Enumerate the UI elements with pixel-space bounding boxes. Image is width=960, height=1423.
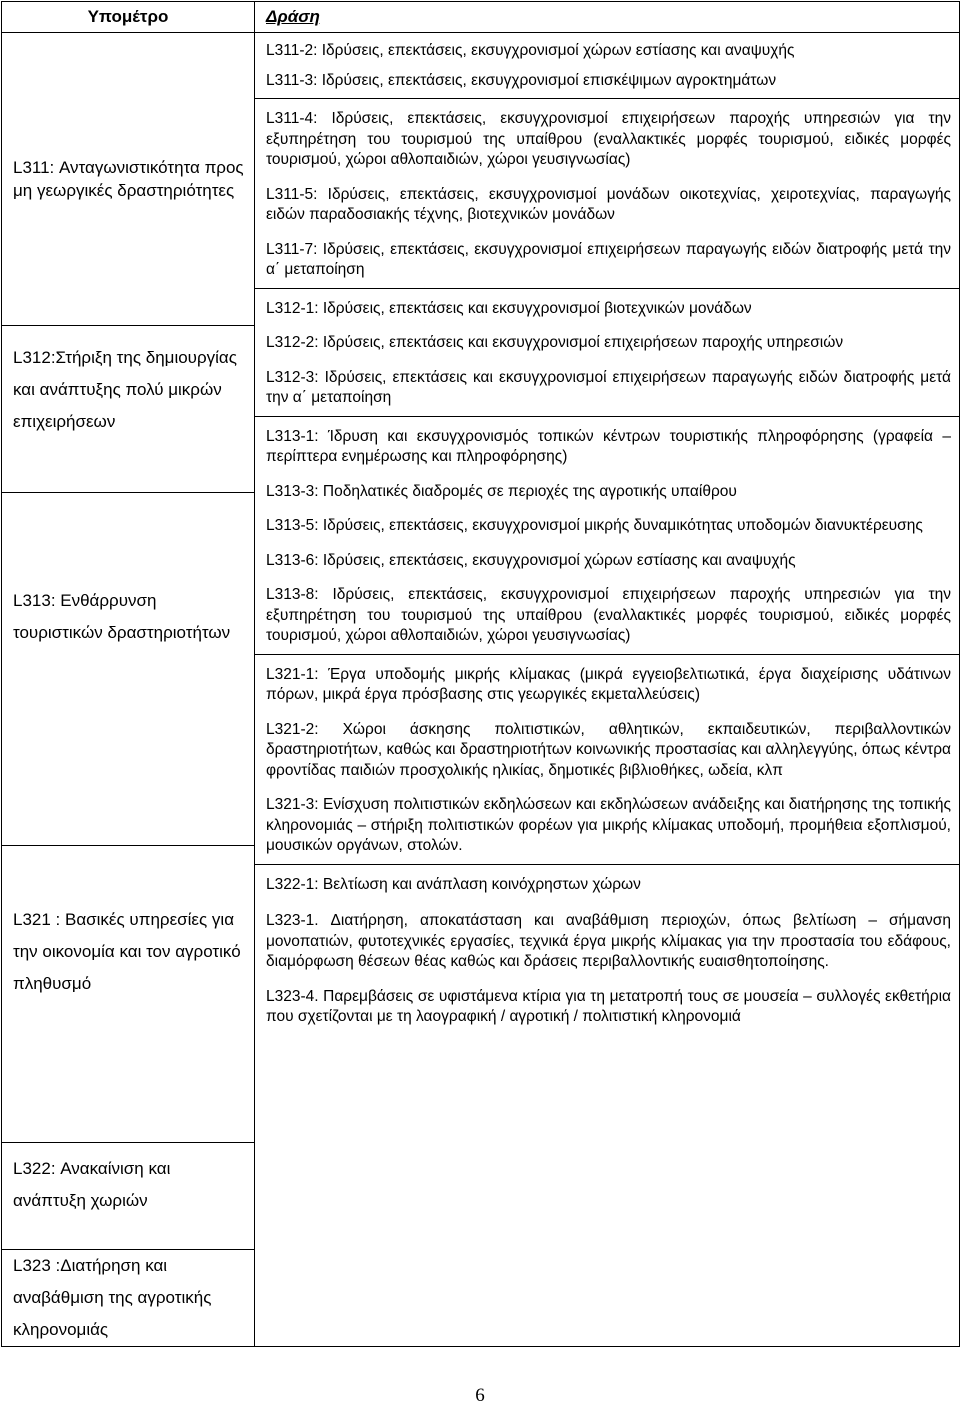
action-l312-3: L312-3: Ιδρύσεις, επεκτάσεις και εκσυγχρονισμοί επιχειρήσεων παραγωγής ειδών διατροφής μετά την α΄ μεταποίηση [266, 368, 951, 406]
measure-l323: L323 :Διατήρηση και αναβάθμιση της αγροτικής κληρονομιάς [2, 1250, 255, 1347]
row-divider [255, 98, 959, 99]
row-divider [255, 416, 959, 417]
row-divider [255, 288, 959, 289]
action-l313-8: L313-8: Ιδρύσεις, επεκτάσεις, εκσυγχρονισμοί επιχειρήσεων παροχής υπηρεσιών για την εξυπηρέτηση του τουρισμού της υπαίθρου (εναλλακτικές μορφές τουρισμού, ειδικές μορφές τουρισμού, χώροι αθλοπαιδιών, χώροι γευσιγνωσίας) [266, 586, 951, 644]
row-divider [255, 864, 959, 865]
actions-cell [255, 33, 960, 1347]
action-l313-6: L313-6: Ιδρύσεις, επεκτάσεις, εκσυγχρονισμοί χώρων εστίασης και αναψυχής [266, 551, 796, 569]
action-l311-3: L311-3: Ιδρύσεις, επεκτάσεις, εκσυγχρονισμοί επισκέψιμων αγροκτημάτων [266, 71, 777, 89]
action-l313-1: L313-1: Ίδρυση και εκσυγχρονισμός τοπικών κέντρων τουριστικής πληροφόρησης (γραφεία – περίπτερα ενημέρωσης και πληροφόρησης) [266, 427, 951, 465]
table-row [2, 33, 960, 326]
action-l313-3: L313-3: Ποδηλατικές διαδρομές σε περιοχές της αγροτικής υπαίθρου [266, 482, 737, 500]
action-l321-3: L321-3: Ενίσχυση πολιτιστικών εκδηλώσεων και εκδηλώσεων ανάδειξης και διατήρησης της τοπικής κληρονομιάς – στήριξη πολιτιστικών φορέων για μικρής κλίμακας υποδομή, προμήθεια εξοπλισμού, μουσικών οργάνων, στολών. [266, 796, 951, 854]
action-l311-5: L311-5: Ιδρύσεις, επεκτάσεις, εκσυγχρονισμοί μονάδων οικοτεχνίας, χειροτεχνίας, παραγωγής ειδών παραδοσιακής τέχνης, βιοτεχνικών μονάδων [266, 185, 951, 223]
header-row [2, 2, 960, 33]
action-l321-1: L321-1: Έργα υποδομής μικρής κλίμακας (μικρά εγγειοβελτιωτικά, έργα διαχείρισης υδάτινων πόρων, μικρά έργα πρόσβασης στις γεωργικές εκμεταλλεύσεις) [266, 665, 951, 703]
action-l311-7: L311-7: Ιδρύσεις, επεκτάσεις, εκσυγχρονισμοί επιχειρήσεων παραγωγής ειδών διατροφής μετά την α΄ μεταποίηση [266, 240, 951, 278]
action-l323-1: L323-1. Διατήρηση, αποκατάσταση και αναβάθμιση περιοχών, όπως βελτίωση – σήμανση μονοπατιών, φυτοτεχνικές εργασίες, τεχνικά έργα μικρής κλίμακας για την προστασία του εδάφους, διαμόρφωση θέσεων θέας καθώς και δράσεις περιβαλλοντικής ευαισθητοποίησης. [266, 912, 951, 970]
action-l313-5: L313-5: Ιδρύσεις, επεκτάσεις, εκσυγχρονισμοί μικρής δυναμικότητας υποδομών διανυκτέρευσης [266, 517, 923, 534]
measure-l321: L321 : Βασικές υπηρεσίες για την οικονομία και τον αγροτικό πληθυσμό [2, 846, 255, 1143]
measure-l313: L313: Ενθάρρυνση τουριστικών δραστηριοτήτων [2, 493, 255, 846]
measure-l312: L312:Στήριξη της δημιουργίας και ανάπτυξης πολύ μικρών επιχειρήσεων [2, 326, 255, 493]
measure-l311: L311: Ανταγωνιστικότητα προς μη γεωργικές δραστηριότητες [2, 33, 255, 326]
action-l322-1: L322-1: Βελτίωση και ανάπλαση κοινόχρηστων χώρων [266, 875, 641, 893]
action-l321-2: L321-2: Χώροι άσκησης πολιτιστικών, αθλητικών, εκπαιδευτικών, περιβαλλοντικών δραστηριοτήτων, καθώς και δραστηριοτήτων κοινωνικής προστασίας και αλληλεγγύης, όπως κέντρα φροντίδας παιδιών προσχολικής ηλικίας, δημοτικές βιβλιοθήκες, ωδεία, κλπ [266, 720, 951, 779]
header-action [255, 2, 960, 33]
action-l312-2: L312-2: Ιδρύσεις, επεκτάσεις και εκσυγχρονισμοί επιχειρήσεων παροχής υπηρεσιών [266, 334, 844, 351]
row-divider [255, 654, 959, 655]
action-l311-4: L311-4: Ιδρύσεις, επεκτάσεις, εκσυγχρονισμοί επιχειρήσεων παροχής υπηρεσιών για την εξυπηρέτηση του τουρισμού της υπαίθρου (εναλλακτικές μορφές τουρισμού, ειδικές μορφές τουρισμού, χώροι αθλοπαιδιών, χώροι γευσιγνωσίας) [266, 110, 951, 168]
measures-actions-table [1, 1, 960, 1347]
header-action-text: Δράση [266, 7, 320, 26]
measure-l322: L322: Ανακαίνιση και ανάπτυξη χωριών [2, 1143, 255, 1250]
header-measure: Υπομέτρο [2, 2, 255, 33]
action-l323-4: L323-4. Παρεμβάσεις σε υφιστάμενα κτίρια για τη μετατροπή τους σε μουσεία – συλλογές εκθετήρια που σχετίζονται με τη λαογραφική / αγροτική / πολιτιστική κληρονομιά [266, 987, 951, 1025]
page-number: 6 [475, 1385, 485, 1406]
action-l311-2: L311-2: Ιδρύσεις, επεκτάσεις, εκσυγχρονισμοί χώρων εστίασης και αναψυχής [266, 42, 795, 59]
action-l312-1: L312-1: Ιδρύσεις, επεκτάσεις και εκσυγχρονισμοί βιοτεχνικών μονάδων [266, 299, 752, 317]
